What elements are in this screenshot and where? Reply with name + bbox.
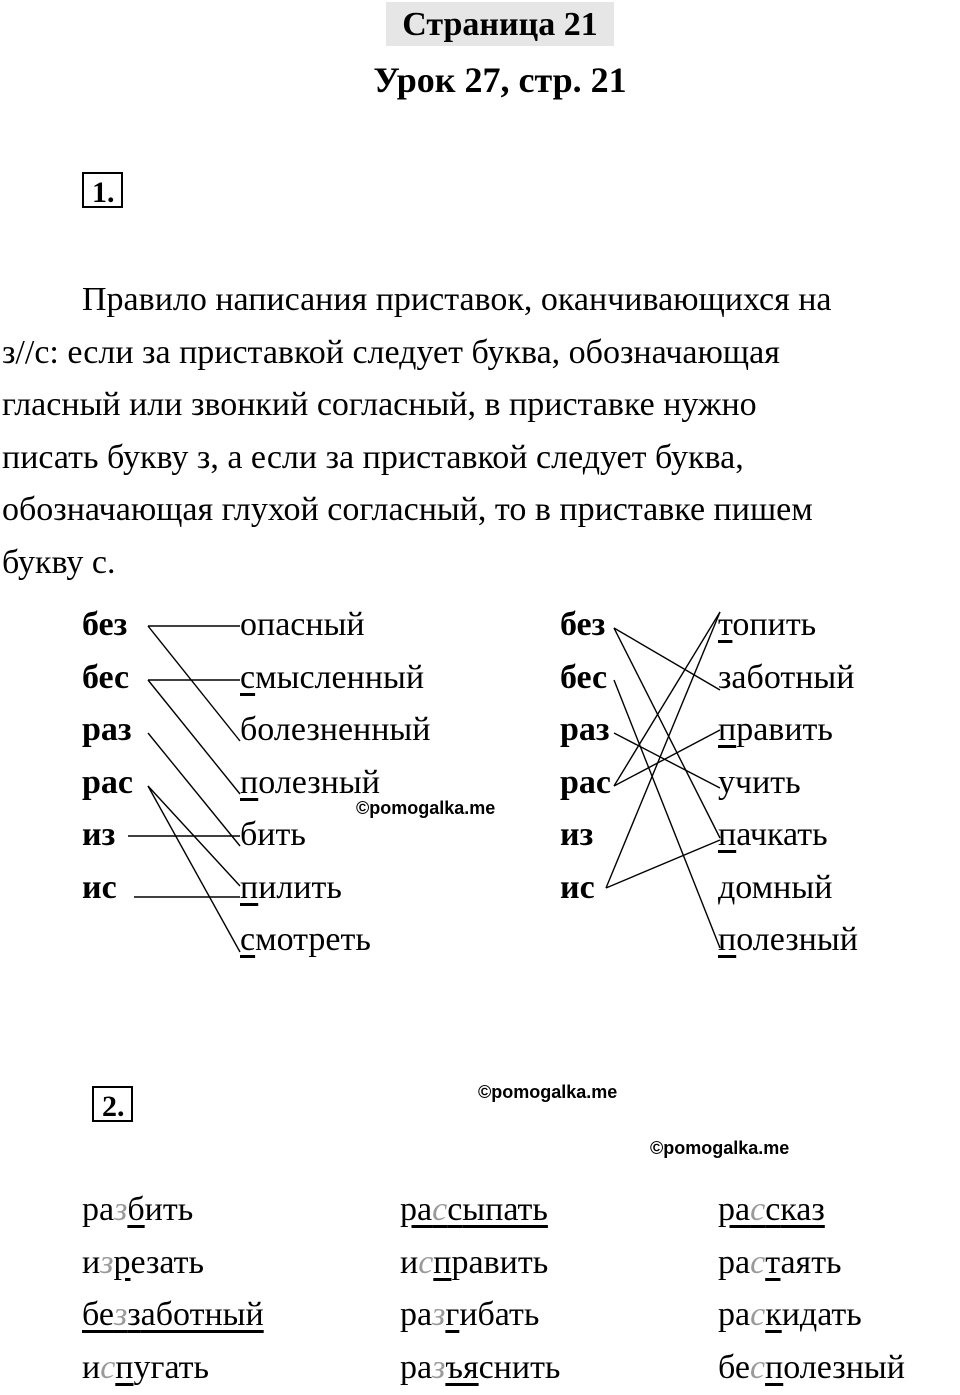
word-rest: олезный — [258, 764, 380, 801]
word-next-letter: р — [113, 1244, 131, 1281]
word-right — [718, 809, 828, 862]
prefix-left: рас — [82, 764, 133, 801]
word-right — [718, 599, 816, 652]
word-rest: болезненный — [240, 711, 431, 748]
word-part: и — [82, 1349, 101, 1386]
word-rest: опить — [732, 606, 817, 643]
word-left — [240, 704, 430, 757]
task2-word — [82, 1342, 209, 1395]
task-2-number: 2. — [92, 1086, 133, 1122]
match-line — [148, 786, 240, 952]
word-part: ра — [718, 1244, 751, 1281]
word-left — [240, 862, 342, 915]
word-right — [718, 757, 801, 810]
task2-word — [82, 1289, 264, 1342]
prefix-left: бес — [82, 659, 130, 696]
word-part: равить — [451, 1244, 549, 1281]
match-line — [148, 680, 240, 794]
task2-word — [400, 1289, 539, 1342]
rule-line: Правило написания приставок, оканчивающихся на — [82, 281, 832, 318]
word-prefix-letter: с — [749, 1349, 766, 1386]
word-part: ра — [82, 1191, 115, 1228]
word-first-letter: п — [240, 869, 259, 906]
word-part: ра — [718, 1296, 751, 1333]
word-part: и — [82, 1244, 101, 1281]
prefix-left: без — [82, 606, 128, 643]
word-first-letter: п — [718, 711, 737, 748]
word-next-letter: т — [765, 1244, 781, 1281]
word-next-letter: с — [447, 1191, 463, 1228]
word-first-letter: п — [718, 921, 737, 958]
word-prefix-letter: с — [750, 1244, 766, 1281]
word-part: ра — [400, 1296, 433, 1333]
prefix-left: раз — [82, 711, 132, 748]
word-right — [718, 914, 858, 967]
word-part: ра — [400, 1191, 433, 1228]
word-part: езать — [130, 1244, 204, 1281]
rule-line: писать букву з, а если за приставкой следует буква, — [2, 439, 744, 476]
word-right — [718, 862, 832, 915]
word-prefix-letter: с — [750, 1191, 766, 1228]
word-left — [240, 809, 306, 862]
match-line — [148, 626, 240, 741]
word-rest: опасный — [240, 606, 365, 643]
word-part: идать — [781, 1296, 862, 1333]
task2-word — [718, 1237, 842, 1290]
word-rest: заботный — [718, 659, 855, 696]
task2-word — [718, 1184, 825, 1237]
word-part: ыпать — [462, 1191, 548, 1228]
word-prefix-letter: з — [432, 1349, 446, 1386]
prefix-right: раз — [560, 711, 610, 748]
word-next-letter: п — [433, 1244, 452, 1281]
word-part: угать — [133, 1349, 210, 1386]
word-part: и — [400, 1244, 419, 1281]
word-prefix-letter: с — [432, 1191, 448, 1228]
word-first-letter: с — [240, 659, 256, 696]
rule-line: обозначающая глухой согласный, то в приставке пишем — [2, 491, 813, 528]
word-first-letter: т — [718, 606, 733, 643]
word-next-letter: ъя — [445, 1349, 479, 1386]
prefix-right: без — [560, 606, 606, 643]
lesson-subtitle: Урок 27, стр. 21 — [373, 60, 627, 100]
word-rest: мысленный — [255, 659, 425, 696]
task2-word — [82, 1237, 204, 1290]
watermark: ©pomogalka.me — [356, 798, 496, 818]
word-prefix-letter: с — [418, 1244, 434, 1281]
match-line — [614, 730, 720, 786]
word-rest: илить — [258, 869, 342, 906]
word-prefix-letter: з — [432, 1296, 446, 1333]
word-part: олезный — [783, 1349, 905, 1386]
word-part: бе — [718, 1349, 750, 1386]
page-title: Страница 21 — [386, 2, 614, 46]
word-rest: бить — [240, 816, 306, 853]
rule-line: з//с: если за приставкой следует буква, обозначающая — [2, 334, 780, 371]
prefix-left: из — [82, 816, 116, 853]
word-next-letter: п — [765, 1349, 784, 1386]
word-part: ить — [144, 1191, 194, 1228]
word-part: снить — [478, 1349, 561, 1386]
prefix-right: ис — [560, 869, 595, 906]
word-part: бе — [82, 1296, 114, 1333]
word-rest: олезный — [736, 921, 858, 958]
word-rest: домный — [718, 869, 833, 906]
task2-word — [400, 1342, 560, 1395]
word-next-letter: к — [765, 1296, 782, 1333]
word-prefix-letter: з — [113, 1296, 128, 1333]
task2-word — [400, 1184, 548, 1237]
match-line — [614, 680, 720, 948]
prefix-left: ис — [82, 869, 117, 906]
word-left — [240, 914, 371, 967]
word-next-letter: с — [765, 1191, 781, 1228]
prefix-right: бес — [560, 659, 608, 696]
word-prefix-letter: с — [750, 1296, 766, 1333]
match-line — [148, 733, 240, 846]
word-first-letter: п — [240, 764, 259, 801]
watermark: ©pomogalka.me — [650, 1138, 790, 1158]
word-rest: равить — [736, 711, 833, 748]
prefix-right: рас — [560, 764, 611, 801]
word-prefix-letter: с — [100, 1349, 116, 1386]
word-prefix-letter: з — [100, 1244, 114, 1281]
rule-line: букву с. — [2, 544, 116, 581]
word-next-letter: з — [127, 1296, 141, 1333]
task2-word — [718, 1289, 862, 1342]
word-left — [240, 599, 365, 652]
word-left — [240, 652, 424, 705]
task2-word — [82, 1184, 193, 1237]
word-part: ра — [400, 1349, 433, 1386]
word-next-letter: г — [445, 1296, 460, 1333]
word-next-letter: б — [127, 1191, 145, 1228]
word-right — [718, 704, 833, 757]
word-part: каз — [780, 1191, 825, 1228]
word-rest: учить — [718, 764, 801, 801]
word-right — [718, 652, 854, 705]
word-first-letter: с — [240, 921, 256, 958]
word-rest: мотреть — [255, 921, 371, 958]
prefix-right: из — [560, 816, 594, 853]
word-first-letter: п — [718, 816, 737, 853]
task-1-number: 1. — [82, 172, 123, 208]
task2-word — [400, 1237, 548, 1290]
word-rest: ачкать — [736, 816, 828, 853]
word-next-letter: п — [115, 1349, 134, 1386]
word-prefix-letter: з — [114, 1191, 128, 1228]
word-part: аять — [780, 1244, 842, 1281]
rule-line: гласный или звонкий согласный, в приставке нужно — [2, 386, 757, 423]
watermark: ©pomogalka.me — [478, 1082, 618, 1102]
word-part: ибать — [459, 1296, 540, 1333]
word-part: ра — [718, 1191, 751, 1228]
task2-word — [718, 1342, 905, 1395]
word-part: аботный — [140, 1296, 264, 1333]
